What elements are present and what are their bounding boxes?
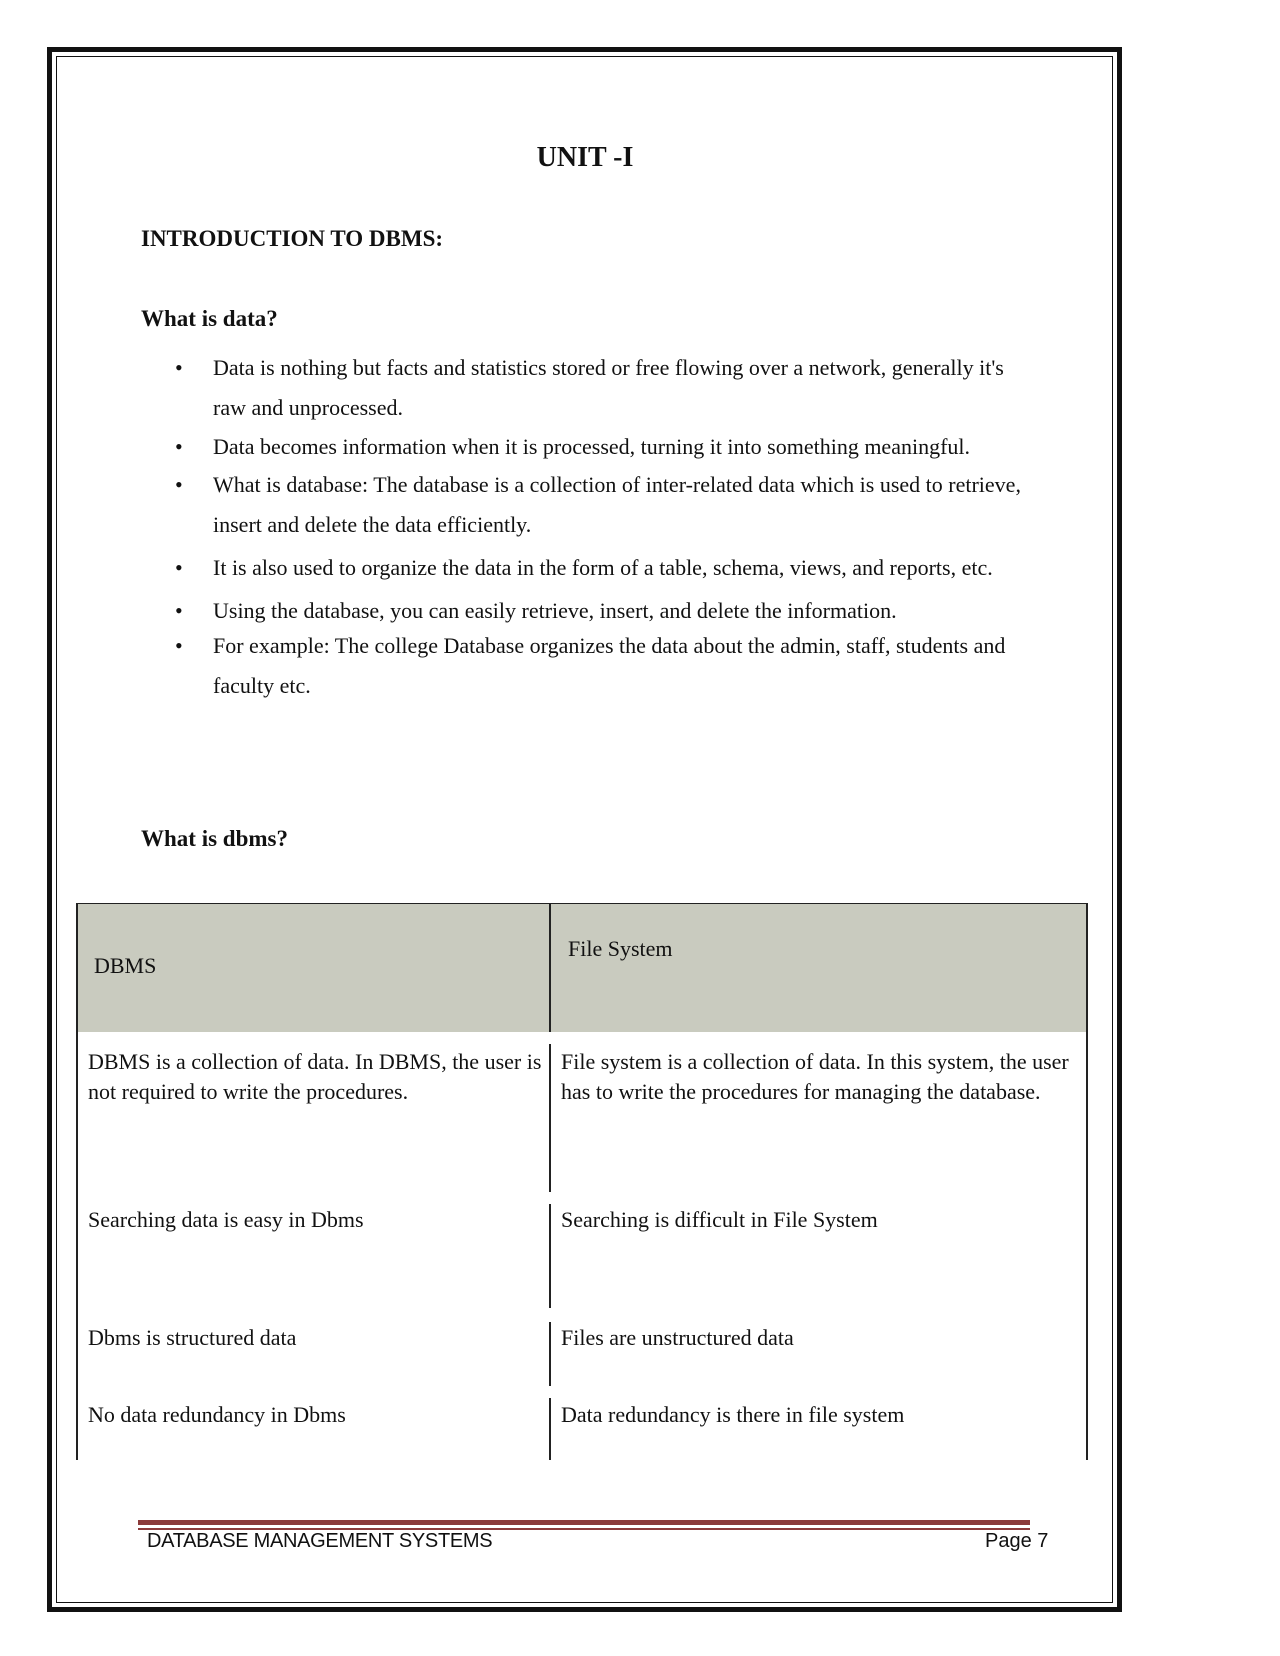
page-number: Page 7 <box>985 1530 1049 1552</box>
list-item <box>175 465 1025 545</box>
table-cell: No data redundancy in Dbms <box>88 1402 346 1427</box>
list-item-text: What is database: The database is a collection of inter-related data which is used to retrieve, insert and delete the data efficiently. <box>213 472 1021 537</box>
unit-title: UNIT -I <box>536 142 634 173</box>
bullet-icon: • <box>175 555 183 580</box>
table-cell: DBMS is a collection of data. In DBMS, the user is not required to write the procedures. <box>88 1049 542 1104</box>
bullet-icon: • <box>175 472 183 497</box>
table-cell: Data redundancy is there in file system <box>561 1402 905 1427</box>
bullet-icon: • <box>175 355 183 380</box>
table-cell: File system is a collection of data. In this system, the user has to write the procedures for managing the database. <box>561 1049 1069 1104</box>
list-item <box>175 548 1025 588</box>
list-item-text: Data becomes information when it is processed, turning it into something meaningful. <box>213 434 971 459</box>
list-item-text: For example: The college Database organizes the data about the admin, staff, students and faculty etc. <box>213 633 1006 698</box>
table-divider <box>549 1204 551 1308</box>
bullet-icon: • <box>175 598 183 623</box>
list-item-text: Using the database, you can easily retrieve, insert, and delete the information. <box>213 598 897 623</box>
table-cell: Searching data is easy in Dbms <box>88 1207 364 1232</box>
table-divider <box>549 903 551 1032</box>
table-header-dbms: DBMS <box>94 953 157 978</box>
list-item <box>175 626 1025 706</box>
dbms-heading: What is dbms? <box>141 826 288 851</box>
list-item <box>175 591 1025 631</box>
list-item <box>175 432 1025 462</box>
bullet-icon: • <box>175 633 183 658</box>
footer-rule <box>138 1520 1030 1525</box>
section-title: INTRODUCTION TO DBMS: <box>141 226 444 251</box>
list-item-text: Data is nothing but facts and statistics stored or free flowing over a network, generally it's raw and unprocessed. <box>213 355 1004 420</box>
table-cell: Searching is difficult in File System <box>561 1207 878 1232</box>
table-cell: Dbms is structured data <box>88 1325 297 1350</box>
bullet-icon: • <box>175 434 183 459</box>
table-divider <box>549 1044 551 1192</box>
table-divider <box>549 1398 551 1460</box>
table-header-file-system: File System <box>568 936 673 961</box>
table-border-left <box>76 903 78 1460</box>
list-item <box>175 348 1025 428</box>
data-heading: What is data? <box>141 306 278 331</box>
footer-title: DATABASE MANAGEMENT SYSTEMS <box>147 1530 493 1552</box>
table-border-right <box>1086 903 1088 1460</box>
list-item-text: It is also used to organize the data in the form of a table, schema, views, and reports, etc. <box>213 555 993 580</box>
bullet-list <box>175 348 1025 706</box>
table-divider <box>549 1322 551 1386</box>
table-cell: Files are unstructured data <box>561 1325 794 1350</box>
